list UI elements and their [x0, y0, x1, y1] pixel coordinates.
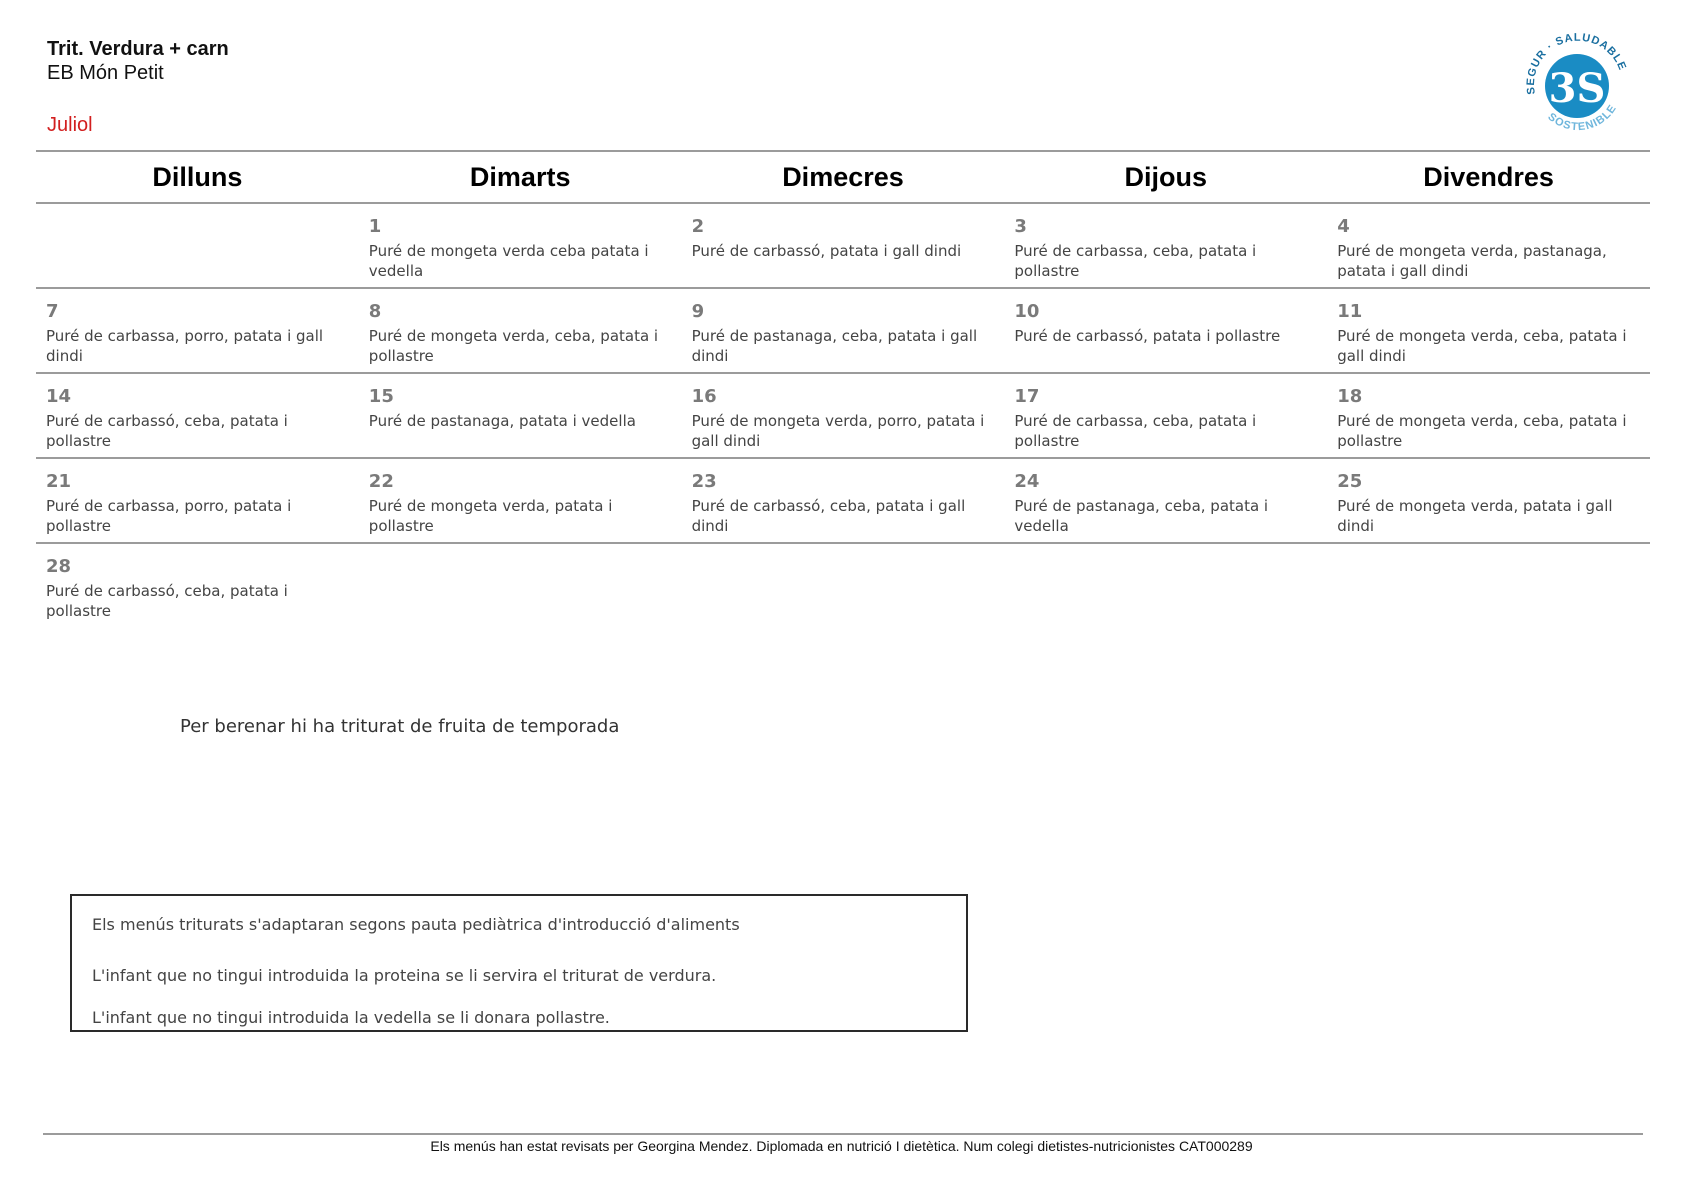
- dish-text: Puré de mongeta verda, ceba, patata i pollastre: [368, 327, 659, 365]
- dish-text: Puré de carbassó, ceba, patata i gall dindi: [691, 497, 966, 535]
- dish-text: Puré de mongeta verda, ceba, patata i gall dindi: [1337, 327, 1627, 365]
- dish-text: Puré de carbassó, ceba, patata i pollastre: [46, 412, 288, 450]
- dish-text: Puré de carbassa, ceba, patata i pollastre: [1014, 412, 1257, 450]
- week-row: [36, 459, 1650, 544]
- week-row: [36, 544, 1650, 627]
- school-name: EB Món Petit: [47, 62, 164, 84]
- day-number: 24: [1014, 471, 1040, 492]
- day-number: 25: [1337, 471, 1363, 492]
- day-cell: [359, 459, 682, 542]
- logo-ring-bottom: SOSTENIBLE: [1545, 102, 1620, 134]
- day-cell: [1004, 204, 1327, 287]
- snack-note: Per berenar hi ha triturat de fruita de temporada: [180, 716, 620, 737]
- day-cell: [359, 374, 682, 457]
- week-row: [36, 204, 1650, 289]
- day-number: 4: [1337, 216, 1350, 237]
- weekday-header: Dimecres: [782, 161, 904, 192]
- day-cell: [36, 459, 359, 542]
- weekday-header: Dijous: [1124, 161, 1208, 192]
- day-cell: [1327, 459, 1650, 542]
- dish-text: Puré de pastanaga, ceba, patata i vedella: [1014, 497, 1269, 535]
- day-number: 18: [1337, 386, 1363, 407]
- day-number: 21: [46, 471, 72, 492]
- day-cell: [682, 459, 1005, 542]
- segur-saludable-sostenible-logo: [1513, 24, 1641, 144]
- day-number: 14: [46, 386, 72, 407]
- dish-text: Puré de pastanaga, patata i vedella: [368, 412, 636, 430]
- dish-text: Puré de mongeta verda, patata i pollastre: [368, 497, 613, 535]
- notes-box: [70, 894, 968, 1032]
- day-cell: [359, 204, 682, 287]
- day-cell: [36, 204, 359, 287]
- weekday-header: Divendres: [1423, 161, 1554, 192]
- note-line: L'infant que no tingui introduida la proteina se li servira el triturat de verdura.: [92, 966, 717, 985]
- dish-text: Puré de mongeta verda, ceba, patata i pollastre: [1337, 412, 1627, 450]
- day-cell: [1004, 459, 1327, 542]
- dish-text: Puré de carbassa, porro, patata i pollastre: [46, 497, 292, 535]
- footer-credit: Els menús han estat revisats per Georgina Mendez. Diplomada en nutrició I dietètica. Num colegi dietistes-nutricionistes CAT000289: [430, 1138, 1253, 1154]
- day-cell: [1004, 544, 1327, 627]
- weekday-header: Dimarts: [469, 161, 571, 192]
- day-number: 7: [46, 301, 59, 322]
- day-cell: [1004, 374, 1327, 457]
- day-number: 9: [691, 301, 705, 322]
- day-cell: [1004, 289, 1327, 372]
- month-label: Juliol: [47, 114, 93, 136]
- dish-text: Puré de carbassó, ceba, patata i pollastre: [46, 582, 288, 620]
- dish-text: Puré de carbassó, patata i pollastre: [1014, 327, 1281, 345]
- day-number: 10: [1014, 301, 1040, 322]
- day-number: 28: [46, 556, 72, 577]
- day-cell: [1327, 204, 1650, 287]
- dish-text: Puré de mongeta verda, patata i gall dindi: [1337, 497, 1613, 535]
- day-cell: [359, 544, 682, 627]
- day-number: 23: [691, 471, 717, 492]
- dish-text: Puré de mongeta verda, pastanaga, patata i gall dindi: [1337, 242, 1607, 280]
- menu-title: Trit. Verdura + carn: [47, 38, 229, 60]
- day-cell: [36, 289, 359, 372]
- footer-rule: [43, 1133, 1643, 1135]
- day-cell: [682, 289, 1005, 372]
- weekday-header: Dilluns: [152, 161, 243, 192]
- day-number: 22: [368, 471, 394, 492]
- day-number: 1: [368, 216, 382, 237]
- day-number: 16: [691, 386, 717, 407]
- day-number: 3: [1014, 216, 1027, 237]
- day-cell: [1327, 374, 1650, 457]
- day-cell: [1327, 544, 1650, 627]
- day-number: 11: [1337, 301, 1363, 322]
- menu-calendar: [36, 150, 1650, 627]
- dish-text: Puré de carbassa, ceba, patata i pollastre: [1014, 242, 1257, 280]
- note-line: L'infant que no tingui introduida la vedella se li donara pollastre.: [92, 1008, 610, 1027]
- day-number: 17: [1014, 386, 1040, 407]
- weekday-header-row: [36, 152, 1650, 204]
- day-cell: [1327, 289, 1650, 372]
- day-cell: [682, 204, 1005, 287]
- week-row: [36, 289, 1650, 374]
- day-number: 2: [691, 216, 705, 237]
- dish-text: Puré de carbassa, porro, patata i gall dindi: [46, 327, 324, 365]
- day-number: 15: [368, 386, 394, 407]
- dish-text: Puré de carbassó, patata i gall dindi: [691, 242, 962, 260]
- week-row: [36, 374, 1650, 459]
- dish-text: Puré de pastanaga, ceba, patata i gall dindi: [691, 327, 978, 365]
- dish-text: Puré de mongeta verda ceba patata i vedella: [368, 242, 649, 280]
- dish-text: Puré de mongeta verda, porro, patata i gall dindi: [691, 412, 985, 450]
- note-line: Els menús triturats s'adaptaran segons pauta pediàtrica d'introducció d'aliments: [92, 915, 740, 934]
- day-cell: [682, 374, 1005, 457]
- day-cell: [36, 374, 359, 457]
- logo-ring-top: SEGUR · SALUDABLE: [1524, 31, 1629, 96]
- day-cell: [359, 289, 682, 372]
- day-number: 8: [368, 301, 382, 322]
- logo-center-text: 3S: [1548, 65, 1606, 112]
- day-cell: [36, 544, 359, 627]
- day-cell: [682, 544, 1005, 627]
